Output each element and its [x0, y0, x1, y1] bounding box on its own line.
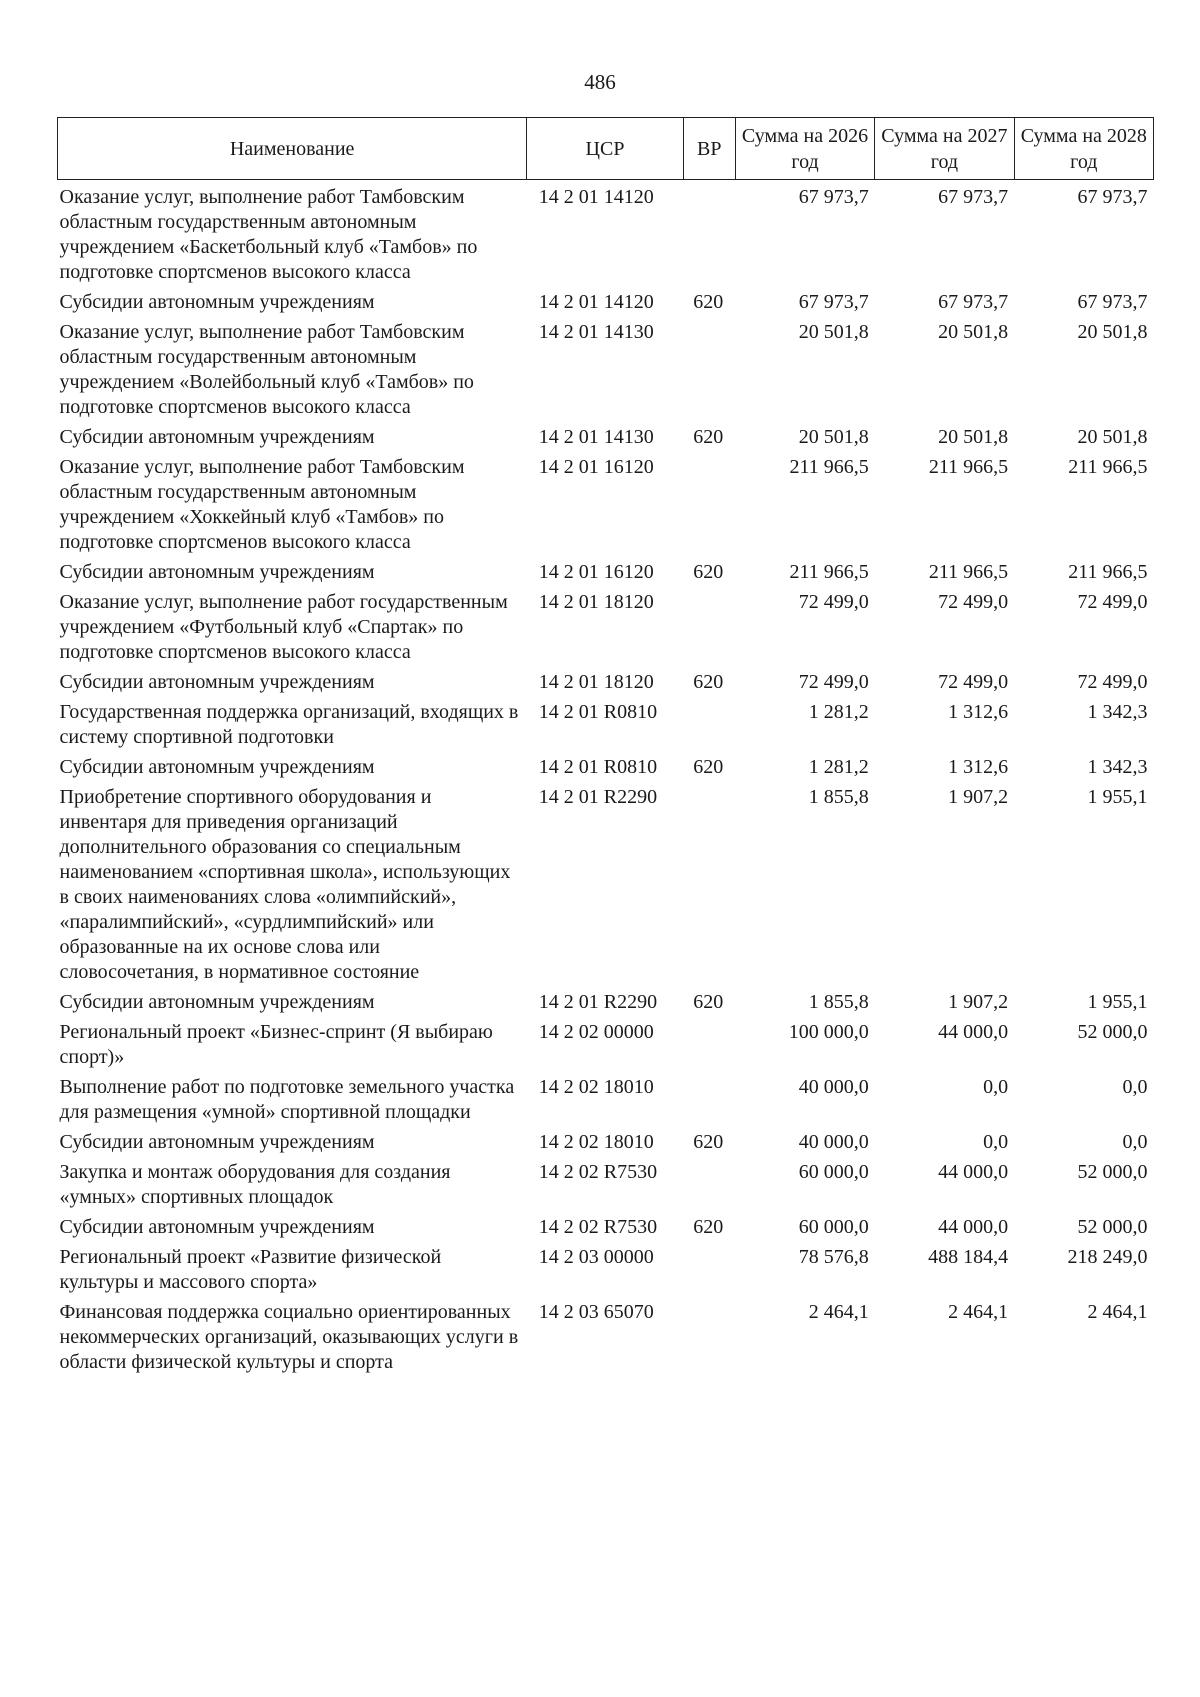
row-name: Субсидии автономным учреждениям	[59, 671, 375, 693]
table-row	[58, 1160, 1154, 1215]
row-sum-2026: 40 000,0	[798, 1076, 869, 1098]
row-sum-2027: 72 499,0	[938, 671, 1009, 693]
row-name: Приобретение спортивного оборудования и инвентаря для приведения организаций дополнительного образования со специальным наименованием «спортивная школа», использующих в своих наименованиях слова «олимпийский», «паралимпийский», «сурдлимпийский» или образованные на их основе слова или словосочетания, в нормативное состояние	[59, 786, 511, 983]
row-sum-2028: 1 342,3	[1087, 701, 1148, 723]
row-sum-2027: 211 966,5	[928, 456, 1009, 478]
row-sum-2028: 1 955,1	[1087, 991, 1148, 1013]
row-sum-2028: 20 501,8	[1077, 321, 1148, 343]
row-sum-2027: 44 000,0	[938, 1161, 1009, 1183]
row-sum-2027: 1 907,2	[948, 786, 1009, 808]
table-row	[58, 320, 1154, 425]
row-sum-2026: 40 000,0	[798, 1131, 869, 1153]
row-sum-2027: 211 966,5	[928, 561, 1009, 583]
header-csr: ЦСР	[527, 118, 683, 180]
table-row	[58, 670, 1154, 700]
row-csr: 14 2 02 R7530	[538, 1216, 658, 1238]
row-sum-2027: 1 312,6	[948, 701, 1009, 723]
row-sum-2027: 67 973,7	[938, 186, 1009, 208]
row-vr: 620	[693, 561, 724, 583]
row-csr: 14 2 02 18010	[538, 1076, 654, 1098]
row-sum-2026: 60 000,0	[798, 1161, 869, 1183]
row-sum-2026: 1 281,2	[808, 756, 869, 778]
table-row	[58, 590, 1154, 670]
row-sum-2028: 218 249,0	[1067, 1246, 1148, 1268]
row-vr: 620	[693, 756, 724, 778]
row-sum-2028: 67 973,7	[1077, 291, 1148, 313]
table-row	[58, 990, 1154, 1020]
row-csr: 14 2 01 16120	[538, 561, 654, 583]
row-sum-2026: 20 501,8	[798, 321, 869, 343]
row-name: Государственная поддержка организаций, входящих в систему спортивной подготовки	[59, 701, 519, 748]
row-vr	[683, 1160, 735, 1215]
row-vr	[683, 1020, 735, 1075]
row-sum-2027: 1 907,2	[948, 991, 1009, 1013]
row-sum-2028: 0,0	[1122, 1131, 1148, 1153]
row-sum-2027: 72 499,0	[938, 591, 1009, 613]
row-vr	[683, 590, 735, 670]
row-sum-2028: 1 342,3	[1087, 756, 1148, 778]
row-sum-2028: 52 000,0	[1077, 1021, 1148, 1043]
table-body	[58, 180, 1154, 1381]
row-sum-2026: 211 966,5	[789, 456, 869, 478]
table-row	[58, 1215, 1154, 1245]
row-sum-2026: 100 000,0	[788, 1021, 869, 1043]
row-csr: 14 2 01 14130	[538, 426, 654, 448]
row-csr: 14 2 02 18010	[538, 1131, 654, 1153]
header-sum-2026: Сумма на 2026 год	[735, 118, 874, 180]
row-name: Оказание услуг, выполнение работ Тамбовским областным государственным автономным учреждением «Баскетбольный клуб «Тамбов» по подготовке спортсменов высокого класса	[59, 186, 478, 283]
row-name: Оказание услуг, выполнение работ Тамбовским областным государственным автономным учреждением «Волейбольный клуб «Тамбов» по подготовке спортсменов высокого класса	[59, 321, 474, 418]
row-sum-2027: 20 501,8	[938, 426, 1009, 448]
row-sum-2028: 52 000,0	[1077, 1216, 1148, 1238]
row-sum-2028: 0,0	[1122, 1076, 1148, 1098]
row-sum-2028: 72 499,0	[1077, 591, 1148, 613]
row-csr: 14 2 01 R0810	[538, 701, 658, 723]
row-vr: 620	[693, 991, 724, 1013]
row-name: Региональный проект «Развитие физической культуры и массового спорта»	[59, 1246, 442, 1293]
table-row	[58, 700, 1154, 755]
row-vr: 620	[693, 291, 724, 313]
table-row	[58, 180, 1154, 291]
row-sum-2026: 67 973,7	[798, 186, 869, 208]
row-sum-2027: 44 000,0	[938, 1216, 1009, 1238]
header-sum-2028: Сумма на 2028 год	[1014, 118, 1153, 180]
row-name: Субсидии автономным учреждениям	[59, 991, 375, 1013]
row-csr: 14 2 02 R7530	[538, 1161, 658, 1183]
row-sum-2026: 1 855,8	[808, 786, 869, 808]
row-name: Выполнение работ по подготовке земельного участка для размещения «умной» спортивной площадки	[59, 1076, 515, 1123]
row-sum-2026: 78 576,8	[798, 1246, 869, 1268]
row-sum-2028: 52 000,0	[1077, 1161, 1148, 1183]
table-header	[58, 118, 1154, 180]
row-name: Субсидии автономным учреждениям	[59, 291, 375, 313]
table-row	[58, 1300, 1154, 1380]
row-vr	[683, 1245, 735, 1300]
row-sum-2027: 67 973,7	[938, 291, 1009, 313]
row-vr: 620	[693, 426, 724, 448]
row-sum-2027: 0,0	[983, 1131, 1009, 1153]
table-row	[58, 1020, 1154, 1075]
row-sum-2028: 1 955,1	[1087, 786, 1148, 808]
row-sum-2028: 2 464,1	[1087, 1301, 1148, 1323]
row-csr: 14 2 01 R2290	[538, 786, 658, 808]
row-csr: 14 2 01 18120	[538, 591, 654, 613]
table-row	[58, 455, 1154, 560]
row-sum-2026: 67 973,7	[798, 291, 869, 313]
row-name: Субсидии автономным учреждениям	[59, 1216, 375, 1238]
row-csr: 14 2 01 14120	[538, 186, 654, 208]
row-sum-2026: 1 281,2	[808, 701, 869, 723]
row-sum-2026: 60 000,0	[798, 1216, 869, 1238]
row-vr	[683, 320, 735, 425]
row-sum-2028: 20 501,8	[1077, 426, 1148, 448]
row-name: Субсидии автономным учреждениям	[59, 561, 375, 583]
row-sum-2027: 1 312,6	[948, 756, 1009, 778]
row-sum-2026: 72 499,0	[798, 671, 869, 693]
row-name: Субсидии автономным учреждениям	[59, 426, 375, 448]
row-sum-2026: 211 966,5	[789, 561, 869, 583]
row-sum-2028: 211 966,5	[1068, 456, 1148, 478]
header-name: Наименование	[58, 118, 527, 180]
row-name: Финансовая поддержка социально ориентированных некоммерческих организаций, оказывающих услуги в области физической культуры и спорта	[59, 1301, 519, 1373]
row-sum-2028: 211 966,5	[1068, 561, 1148, 583]
row-name: Оказание услуг, выполнение работ государственным учреждением «Футбольный клуб «Спартак» по подготовке спортсменов высокого класса	[59, 591, 508, 663]
table-row	[58, 290, 1154, 320]
row-vr: 620	[693, 671, 724, 693]
table-row	[58, 1130, 1154, 1160]
row-vr: 620	[693, 1131, 724, 1153]
header-vr: ВР	[683, 118, 735, 180]
row-sum-2027: 44 000,0	[938, 1021, 1009, 1043]
page-number: 486	[584, 70, 616, 94]
budget-table	[57, 117, 1154, 1380]
row-vr: 620	[693, 1216, 724, 1238]
row-sum-2027: 488 184,4	[928, 1246, 1009, 1268]
row-vr	[683, 1300, 735, 1380]
row-sum-2027: 20 501,8	[938, 321, 1009, 343]
row-csr: 14 2 01 16120	[538, 456, 654, 478]
row-sum-2028: 72 499,0	[1077, 671, 1148, 693]
row-csr: 14 2 01 14120	[538, 291, 654, 313]
row-vr	[683, 180, 735, 291]
table-row	[58, 755, 1154, 785]
header-sum-2027: Сумма на 2027 год	[875, 118, 1014, 180]
table-row	[58, 785, 1154, 990]
row-sum-2026: 72 499,0	[798, 591, 869, 613]
row-csr: 14 2 01 R0810	[538, 756, 658, 778]
row-vr	[683, 785, 735, 990]
row-sum-2028: 67 973,7	[1077, 186, 1148, 208]
row-name: Субсидии автономным учреждениям	[59, 756, 375, 778]
row-vr	[683, 1075, 735, 1130]
row-sum-2027: 2 464,1	[948, 1301, 1009, 1323]
table-row	[58, 560, 1154, 590]
row-csr: 14 2 03 00000	[538, 1246, 654, 1268]
row-sum-2027: 0,0	[983, 1076, 1009, 1098]
row-sum-2026: 20 501,8	[798, 426, 869, 448]
row-name: Субсидии автономным учреждениям	[59, 1131, 375, 1153]
row-csr: 14 2 01 18120	[538, 671, 654, 693]
row-vr	[683, 455, 735, 560]
table-row	[58, 425, 1154, 455]
row-csr: 14 2 01 R2290	[538, 991, 658, 1013]
row-csr: 14 2 02 00000	[538, 1021, 654, 1043]
table-row	[58, 1245, 1154, 1300]
row-sum-2026: 2 464,1	[808, 1301, 869, 1323]
row-name: Региональный проект «Бизнес-спринт (Я выбираю спорт)»	[59, 1021, 493, 1068]
row-name: Оказание услуг, выполнение работ Тамбовским областным государственным автономным учреждением «Хоккейный клуб «Тамбов» по подготовке спортсменов высокого класса	[59, 456, 465, 553]
row-vr	[683, 700, 735, 755]
row-csr: 14 2 03 65070	[538, 1301, 654, 1323]
table-row	[58, 1075, 1154, 1130]
row-sum-2026: 1 855,8	[808, 991, 869, 1013]
row-csr: 14 2 01 14130	[538, 321, 654, 343]
row-name: Закупка и монтаж оборудования для создания «умных» спортивных площадок	[59, 1161, 451, 1208]
